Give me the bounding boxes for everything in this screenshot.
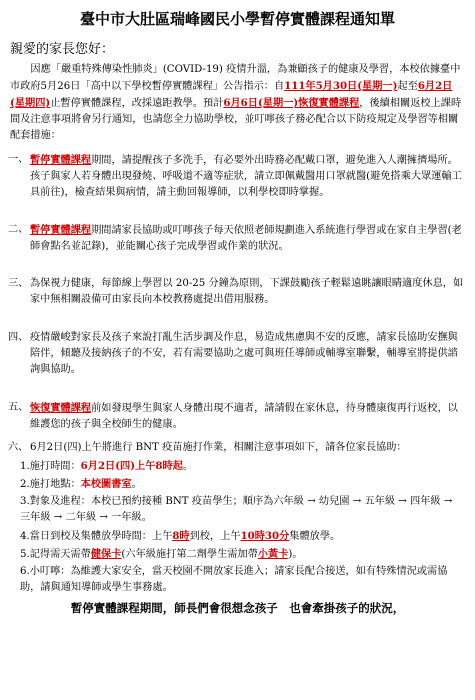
sub-value: 8時 xyxy=(172,530,190,542)
sub-label: 1.施打時間： xyxy=(20,461,81,472)
sub-tail: 。 xyxy=(182,461,194,472)
intro-date-resume: 6月6日(星期一)恢復實體課程 xyxy=(223,97,360,109)
intro-text-3: 止暫停實體課程，改採遠距教學。預計 xyxy=(50,98,224,109)
vaccine-schedule xyxy=(20,528,465,545)
notice-item-2 xyxy=(8,222,468,255)
vaccine-order xyxy=(20,494,465,526)
sub-label: 3.對象及進程：本校已預約接種 BNT 疫苗學生；順序為六年級 → 幼兒園 → 五年級 → 四年級 → 三年級 → 二年級 → 一年級。 xyxy=(20,496,453,523)
intro-date-start: 111年5月30日(星期一) xyxy=(284,80,398,92)
sub-tail: 集體放學。 xyxy=(289,531,341,542)
item-text: 期間請家長協助或叮嚀孩子每天依照老師規劃進入系統進行學習或在家自主學習(老師會點名並記錄)，並能關心孩子完成學習或作業的狀況。 xyxy=(30,225,462,252)
notice-item-6 xyxy=(8,440,468,456)
item-number: 五、 xyxy=(8,402,29,413)
item-text: 疫情嚴峻對家長及孩子來說打亂生活步調及作息，易造成焦慮與不安的反應，請家長協助安撫與陪伴，傾聽及接納孩子的不安，若有需要協助之處可與班任導師或輔導室聯繫，輔導室將提供諮詢與協助。 xyxy=(30,332,458,375)
vaccine-time xyxy=(20,458,465,475)
item-number: 一、 xyxy=(8,154,29,165)
item-number: 六、 xyxy=(8,442,29,453)
vaccine-reminder xyxy=(20,564,465,596)
greeting: 親愛的家長您好： xyxy=(10,42,115,57)
item-text: 為保視力健康，每節線上學習以 20-25 分鐘為原則，下課鼓勵孩子輕鬆遠眺讓眼睛適度休息，如家中無相關設備可由家長向本校教務處提出借用服務。 xyxy=(30,278,464,305)
sub-tail: )。 xyxy=(288,549,303,560)
intro-date-end: 6月2日(星期四) xyxy=(10,80,453,109)
closing-line-1: 暫停實體課程期間，師長們會很想念孩子 也會牽掛孩子的狀況， xyxy=(70,601,405,615)
item-lead: 恢復實體課程 xyxy=(30,402,92,414)
sub-value-2: 小黃卡 xyxy=(257,548,289,560)
item-lead: 暫停實體課程 xyxy=(30,154,92,166)
sub-label: 4.當日到校及集體放學時間：上午 xyxy=(20,531,173,542)
intro-text-2: 起至 xyxy=(397,81,418,92)
vaccine-cards xyxy=(20,546,465,563)
item-text: 期間，請提醒孩子多洗手，有必要外出時務必配戴口罩，避免進入人潮擁擠場所。孩子與家人若身體出現發燒、呼吸道不適等症狀，請立即佩戴醫用口罩就醫(避免搭乘大眾運輸工具前往)，檢查結果與病情，請主動回報導師，以利學校即時掌握。 xyxy=(30,155,462,198)
intro-text-1: 因應「嚴重特殊傳染性肺炎」(COVID-19) 疫情升溫，為兼顧孩子的健康及學習，本校依據臺中市政府5月26日「高中以下學校暫停實體課程」公告指示：自 xyxy=(10,64,461,92)
item-number: 二、 xyxy=(8,224,29,235)
page-title: 臺中市大肚區瑞峰國民小學暫停實體課程通知單 xyxy=(79,10,395,28)
item-lead: 暫停實體課程 xyxy=(30,224,92,236)
sub-mid: 到校，上午 xyxy=(189,531,241,542)
sub-value-2: 10時30分 xyxy=(240,530,290,542)
sub-mid: (六年級施打第二劑學生需加帶 xyxy=(121,549,258,560)
intro-paragraph xyxy=(10,62,465,144)
sub-value: 健保卡 xyxy=(90,548,122,560)
item-text: 6月2日(四)上午將進行 BNT 疫苗施打作業，相關注意事項如下，請各位家長協助： xyxy=(30,442,407,453)
sub-label: 6.小叮嚀：為維護大家安全，當天校園不開放家長進入；請家長配合接送，如有特殊情況或需協助，請與通知導師或學生事務處。 xyxy=(20,566,448,593)
notice-item-1 xyxy=(8,152,468,201)
sub-tail: 。 xyxy=(131,479,142,490)
item-number: 四、 xyxy=(8,332,29,343)
notice-item-4 xyxy=(8,330,468,378)
item-text: 前如發現學生與家人身體出現不適者，請請假在家休息，待身體康復再行返校，以維護您的孩子與全校師生的健康。 xyxy=(30,403,458,430)
intro-text-4: ，後續相關返校上課時間及注意事項將會另行通知，也請您全力協助學校，並叮嚀孩子務必配合以下防疫規定及學習等相關配套措施： xyxy=(10,98,462,141)
sub-value: 本校圖書室 xyxy=(80,478,132,490)
notice-item-3 xyxy=(8,276,468,308)
sub-label: 5.記得需天需帶 xyxy=(20,549,91,560)
vaccine-location xyxy=(20,476,465,493)
sub-label: 2.施打地點： xyxy=(20,479,81,490)
item-number: 三、 xyxy=(8,278,29,289)
sub-value: 6月2日(四)上午8時起 xyxy=(80,460,183,472)
notice-item-5 xyxy=(8,400,468,433)
